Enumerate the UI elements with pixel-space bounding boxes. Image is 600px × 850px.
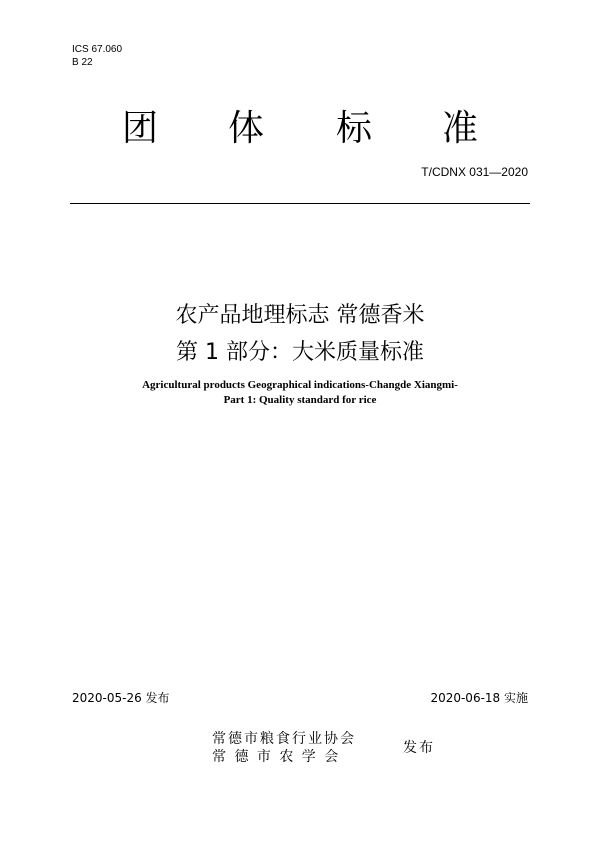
category-char: 准 — [442, 108, 479, 149]
issuer-1: 常德市粮食行业协会 — [212, 731, 356, 747]
english-title-line-1: Agricultural products Geographical indications-Changde Xiangmi- — [142, 379, 458, 391]
publish-date: 2020-05-26 发布 — [72, 691, 170, 705]
category-char: 标 — [336, 108, 373, 149]
english-title-line-2: Part 1: Quality standard for rice — [223, 394, 377, 406]
issuer-2: 常 德 市 农 学 会 — [212, 749, 341, 765]
standard-number: T/CDNX 031—2020 — [421, 165, 528, 179]
ccs-code: B 22 — [72, 57, 93, 68]
category-char: 体 — [228, 108, 265, 149]
issue-label: 发布 — [403, 740, 435, 756]
category-char: 团 — [122, 108, 159, 149]
implement-date: 2020-06-18 实施 — [430, 691, 528, 705]
title-line-1: 农产品地理标志 常德香米 — [175, 303, 425, 328]
ics-code: ICS 67.060 — [72, 44, 123, 55]
title-line-2: 第 1 部分：大米质量标准 — [176, 340, 424, 365]
divider — [70, 203, 530, 204]
